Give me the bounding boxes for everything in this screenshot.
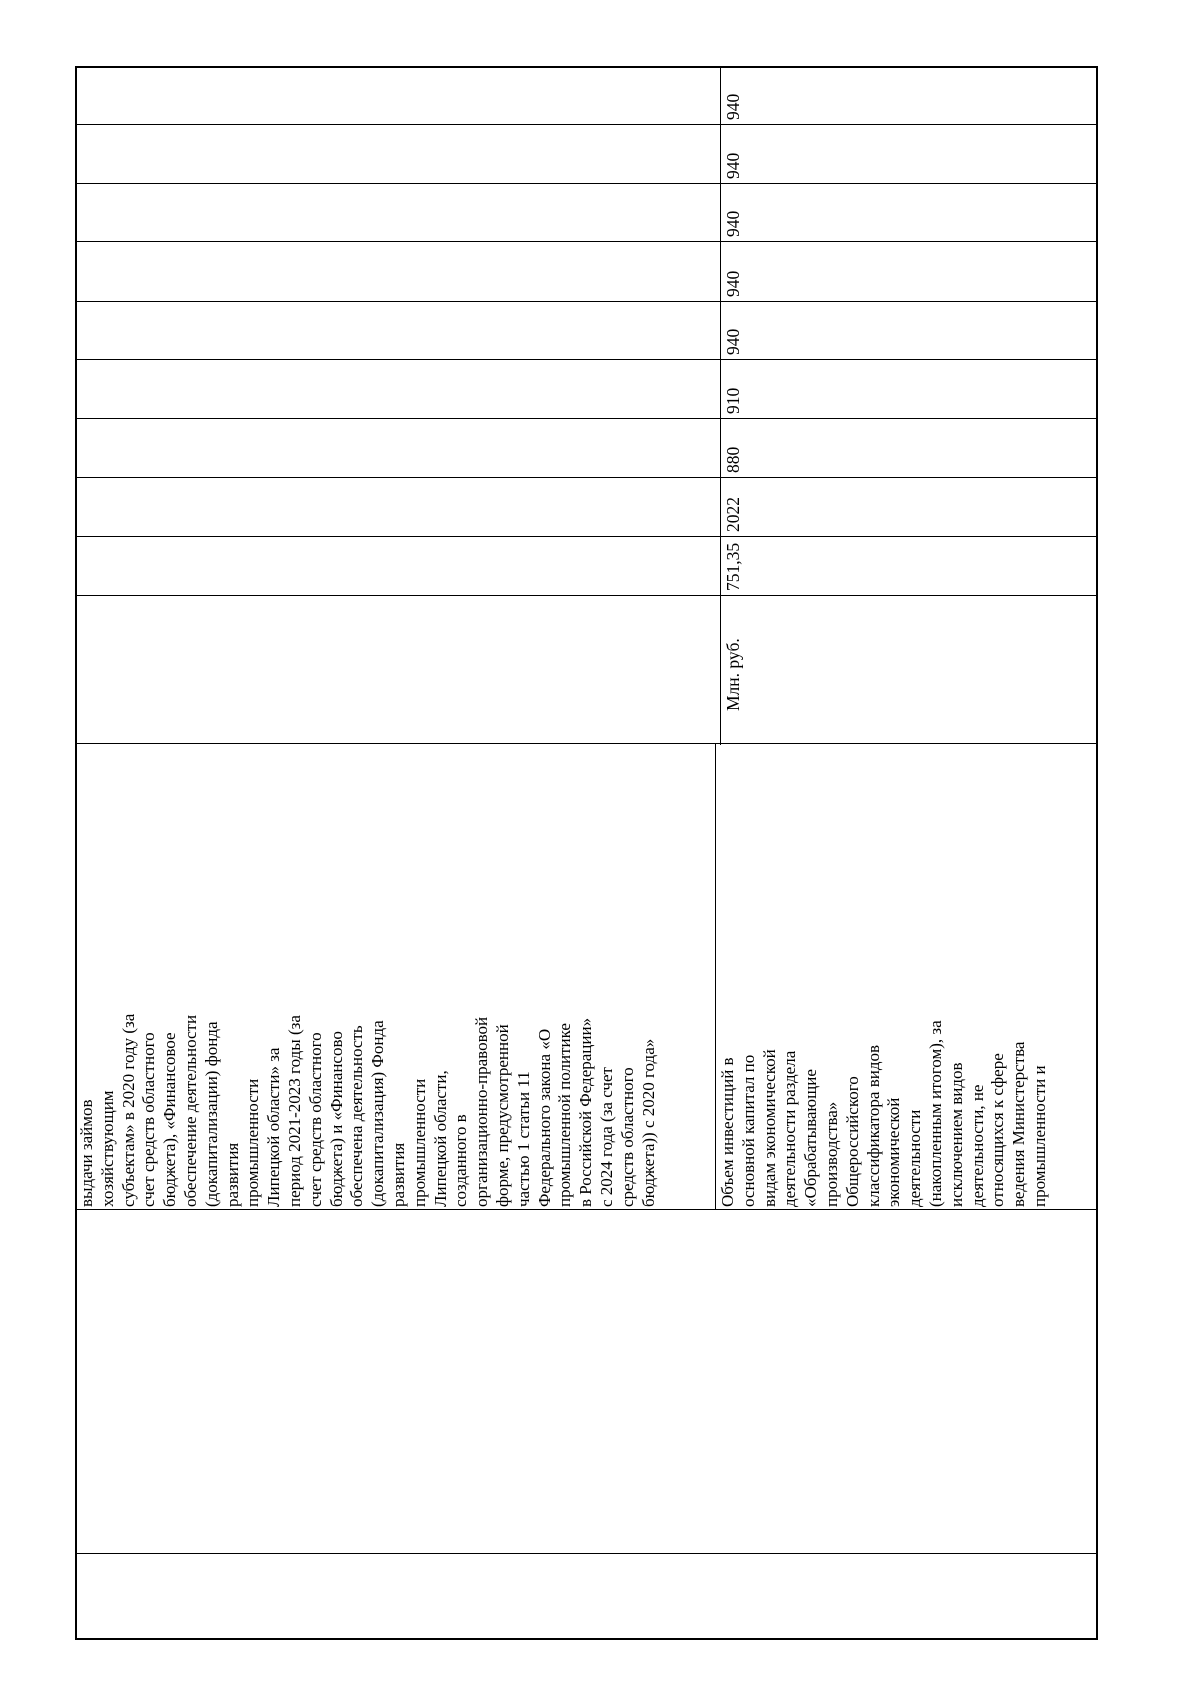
- text-line: промышленности: [243, 1078, 263, 1207]
- text-line: обеспечена деятельность: [347, 1025, 367, 1207]
- indicator-text-next: [718, 747, 1051, 1207]
- text-line: промышленной политике: [555, 1023, 575, 1207]
- text-line: частью 1 статьи 11: [513, 1071, 533, 1207]
- text-line: (докапитализации) фонда: [201, 1021, 221, 1207]
- text-line: Общероссийского: [842, 1076, 862, 1207]
- value-cell: 2022: [723, 497, 743, 532]
- text-line: хозяйствующим: [97, 1090, 117, 1207]
- row-divider: [77, 359, 1096, 360]
- value-cell: 940: [723, 210, 743, 237]
- text-line: организационно-правовой: [472, 1016, 492, 1207]
- row-divider: [77, 536, 1096, 537]
- text-line: счет средств областного: [305, 1032, 325, 1207]
- value-cell: 940: [723, 152, 743, 179]
- column-divider: [715, 744, 716, 1210]
- text-line: экономической: [884, 1097, 904, 1207]
- text-line: бюджета) и «Финансово: [326, 1031, 346, 1207]
- row-divider: [77, 183, 1096, 184]
- value-cell: 940: [723, 93, 743, 120]
- text-line: классификатора видов: [863, 1045, 883, 1207]
- indicator-text-previous: [77, 747, 659, 1207]
- value-cell: 940: [723, 270, 743, 297]
- text-line: (докапитализация) Фонда: [368, 1020, 388, 1207]
- text-line: Липецкой области,: [430, 1070, 450, 1207]
- text-line: производства»: [821, 1101, 841, 1207]
- text-line: развития: [222, 1142, 242, 1207]
- text-line: с 2024 года (за счет: [596, 1067, 616, 1207]
- text-line: бюджета), «Финансовое: [160, 1032, 180, 1207]
- row-divider: [77, 124, 1096, 125]
- text-line: деятельности, не: [967, 1084, 987, 1207]
- text-line: относящихся к сфере: [988, 1053, 1008, 1207]
- text-line: Объем инвестиций в: [718, 1057, 737, 1207]
- text-line: исключением видов: [946, 1062, 966, 1207]
- text-line: деятельности: [905, 1109, 925, 1207]
- value-cell: 751,35: [723, 542, 743, 591]
- row-divider: [77, 595, 1096, 596]
- value-cell: 910: [723, 387, 743, 414]
- text-line: «Обрабатывающие: [801, 1069, 821, 1207]
- text-line: Липецкой области» за: [264, 1047, 284, 1207]
- text-line: выдачи займов: [77, 1099, 96, 1207]
- text-line: промышленности и: [1029, 1065, 1049, 1207]
- text-line: бюджета)) с 2020 года»: [638, 1038, 658, 1207]
- text-line: созданного в: [451, 1114, 471, 1207]
- row-divider: [77, 1209, 1096, 1210]
- text-line: деятельности раздела: [780, 1050, 800, 1207]
- text-line: (накопленным итогом), за: [925, 1020, 945, 1207]
- row-divider: [77, 1553, 1096, 1554]
- row-divider: [77, 241, 1096, 242]
- text-line: ведения Министерства: [1009, 1041, 1029, 1207]
- row-divider: [77, 743, 1096, 744]
- text-line: развития: [388, 1142, 408, 1207]
- value-cell: 880: [723, 446, 743, 473]
- text-line: средств областного: [617, 1067, 637, 1207]
- row-divider: [77, 418, 1096, 419]
- text-line: обеспечение деятельности: [180, 1014, 200, 1207]
- unit-cell: Млн. руб.: [723, 638, 743, 711]
- text-line: форме, предусмотренной: [492, 1024, 512, 1207]
- value-cell: 940: [723, 328, 743, 355]
- row-divider: [77, 477, 1096, 478]
- text-line: основной капитал по: [738, 1054, 758, 1207]
- text-line: счет средств областного: [139, 1032, 159, 1207]
- text-line: Федерального закона «О: [534, 1028, 554, 1207]
- text-line: в Российской Федерации»: [576, 1017, 596, 1207]
- row-divider: [77, 301, 1096, 302]
- text-line: субъектам» в 2020 году (за: [118, 1013, 138, 1207]
- text-line: период 2021-2023 годы (за: [284, 1015, 304, 1207]
- text-line: промышленности: [409, 1078, 429, 1207]
- table-frame: [75, 66, 1098, 1640]
- text-line: видам экономической: [759, 1049, 779, 1207]
